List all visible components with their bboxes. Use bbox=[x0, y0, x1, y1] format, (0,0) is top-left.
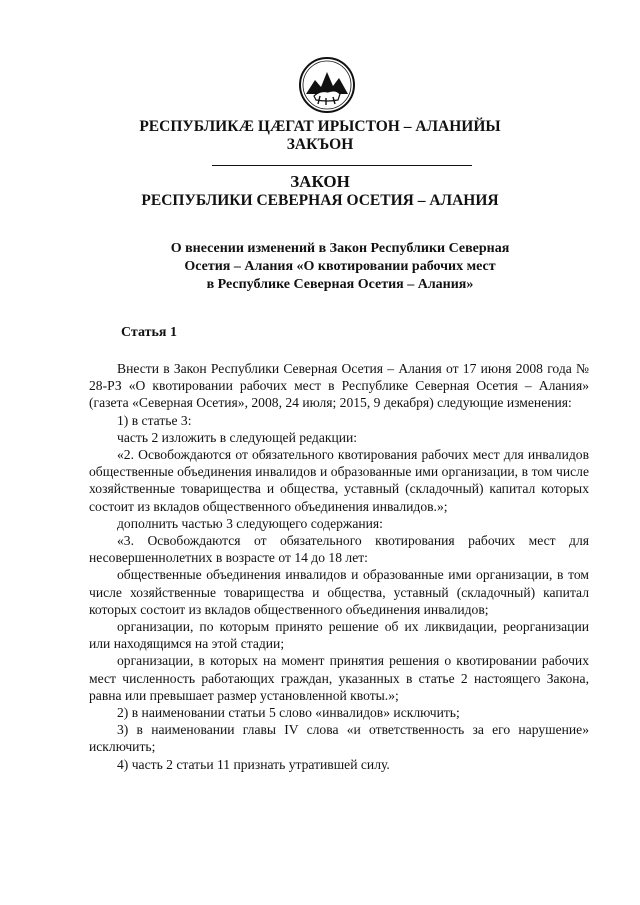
paragraph: 1) в статье 3: bbox=[117, 412, 192, 428]
law-heading: ЗАКОН bbox=[290, 172, 350, 191]
paragraph: общественные объединения инвалидов и образованные ими организации, в том числе хозяйственные товарищества и общества, уставный (складочный) капитал которых состоит из вкладов общественного объединения инвалидов; bbox=[89, 567, 589, 617]
paragraph: «3. Освобождаются от обязательного квотирования рабочих мест для несовершеннолетних в возрасте от 14 до 18 лет: bbox=[89, 533, 589, 566]
coat-of-arms-emblem bbox=[298, 56, 356, 114]
paragraph: Внести в Закон Республики Северная Осетия – Алания от 17 июня 2008 года № 28-РЗ «О квотировании рабочих мест в Республике Северная Осетия – Алания» (газета «Северная Осетия», 2008, 24 июля; 2015, 9 декабря) следующие изменения: bbox=[89, 361, 589, 411]
law-word-ossetian: ЗАКЪОН bbox=[286, 136, 354, 153]
article-heading: Статья 1 bbox=[121, 325, 177, 340]
law-title-line: в Республике Северная Осетия – Алания» bbox=[206, 277, 474, 292]
paragraph: 2) в наименовании статьи 5 слово «инвалидов» исключить; bbox=[117, 705, 460, 721]
paragraph: 3) в наименовании главы IV слова «и ответственность за его нарушение» исключить; bbox=[89, 722, 589, 755]
law-title bbox=[150, 240, 530, 294]
paragraph: «2. Освобождаются от обязательного квотирования рабочих мест для инвалидов общественные объединения инвалидов и образованные ими организации, в том числе хозяйственные товарищества и общества, уставный (складочный) капитал которых состоит из вкладов общественного объединения инвалидов.»; bbox=[89, 447, 589, 514]
paragraph: организации, в которых на момент принятия решения о квотировании рабочих мест численность работающих граждан, указанных в статье 2 настоящего Закона, равна или превышает размер установленной квоты.»; bbox=[89, 653, 589, 703]
law-title-line: О внесении изменений в Закон Республики Северная bbox=[170, 241, 510, 256]
republic-name-ossetian: РЕСПУБЛИКӔ ЦӔГАТ ИРЫСТОН – АЛАНИЙЫ bbox=[139, 118, 501, 135]
paragraph: часть 2 изложить в следующей редакции: bbox=[117, 429, 358, 445]
header-divider bbox=[212, 165, 472, 166]
paragraph: организации, по которым принято решение об их ликвидации, реорганизации или находящимся на этой стадии; bbox=[89, 619, 589, 652]
paragraph: дополнить частью 3 следующего содержания: bbox=[117, 515, 383, 531]
article-body bbox=[89, 360, 589, 773]
paragraph: 4) часть 2 статьи 11 признать утратившей силу. bbox=[117, 756, 390, 772]
republic-name-russian: РЕСПУБЛИКИ СЕВЕРНАЯ ОСЕТИЯ – АЛАНИЯ bbox=[141, 192, 499, 209]
law-title-line: Осетия – Алания «О квотировании рабочих мест bbox=[184, 259, 496, 274]
